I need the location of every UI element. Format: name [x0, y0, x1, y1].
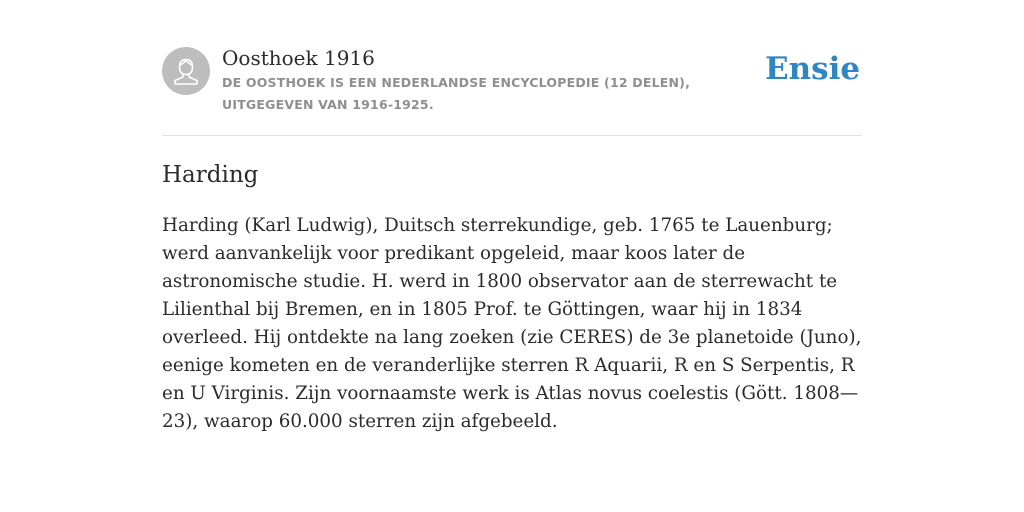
entry-body: Harding (Karl Ludwig), Duitsch sterrekundige, geb. 1765 te Lauenburg; werd aanvankelijk voor predikant opgeleid, maar koos later de astronomische studie. H. werd in 1800 observator aan de sterrewacht te Lilienthal bij Bremen, en in 1805 Prof. te Göttingen, waar hij in 1834 overleed. Hij ontdekte na lang zoeken (zie CERES) de 3e planetoide (Juno), eenige kometen en de veranderlijke sterren R Aquarii, R en S Serpentis, R en U Virginis. Zijn voornaamste werk is Atlas novus coelestis (Gött. 1808—23), waarop 60.000 sterren zijn afgebeeld.: [162, 215, 862, 432]
ensie-logo[interactable]: Ensie: [765, 51, 861, 87]
source-title[interactable]: Oosthoek 1916: [222, 46, 375, 70]
entry-title: Harding: [162, 162, 259, 188]
user-silhouette-icon: [162, 47, 210, 95]
source-header: [162, 0, 862, 136]
source-description: DE OOSTHOEK IS EEN NEDERLANDSE ENCYCLOPEDIE (12 DELEN), UITGEGEVEN VAN 1916-1925.: [222, 75, 691, 112]
entry-card: [162, 0, 862, 432]
source-avatar[interactable]: [162, 47, 210, 95]
